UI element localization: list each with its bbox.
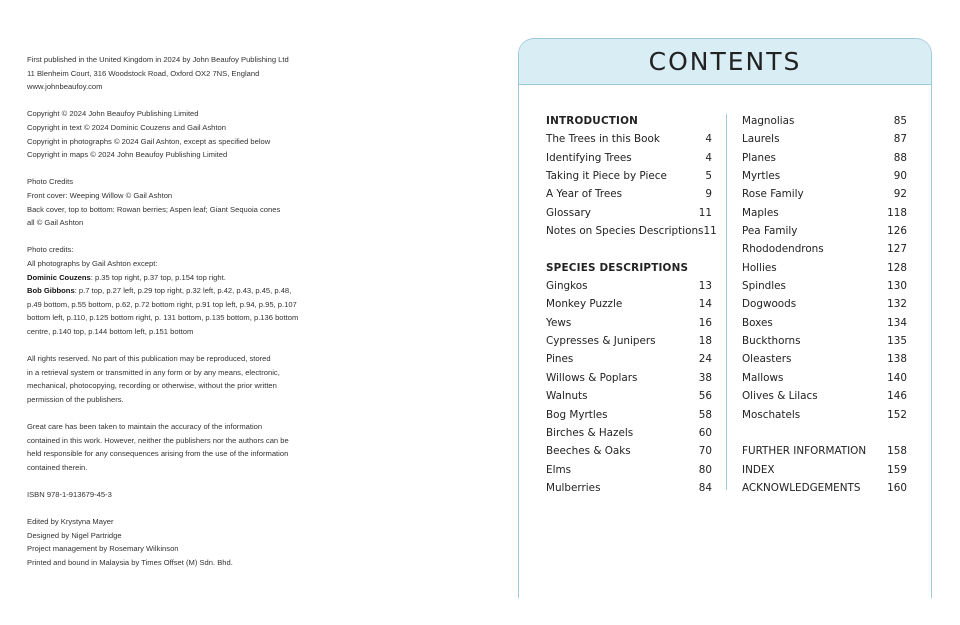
imprint-line: permission of the publishers. (27, 394, 124, 404)
credit-pages: : p.35 top right, p.37 top, p.154 top right. (90, 272, 226, 282)
toc-page-number: 127 (887, 243, 907, 256)
credit-name: Bob Gibbons (27, 286, 75, 296)
toc-page-number: 84 (698, 481, 712, 494)
toc-entry (546, 130, 712, 148)
toc-entry-label: Gingkos (546, 280, 588, 293)
toc-entry-label: Monkey Puzzle (546, 298, 623, 311)
contents-header (519, 38, 931, 85)
toc-page-number: 9 (705, 188, 712, 201)
toc-entry-label: Rose Family (742, 188, 804, 201)
photo-credits-paragraph (27, 243, 317, 338)
imprint-line: ISBN 978-1-913679-45-3 (27, 490, 112, 499)
toc-entry (742, 167, 907, 185)
imprint-paragraph (27, 53, 317, 94)
contents-panel (518, 38, 932, 598)
toc-entry-label: FURTHER INFORMATION (742, 445, 867, 458)
toc-column-divider (726, 114, 727, 490)
toc-page-number: 132 (887, 298, 907, 311)
toc-section-heading (546, 259, 712, 277)
toc-entry-label: Pines (546, 353, 574, 366)
imprint-line: Project management by Rosemary Wilkinson (27, 544, 179, 554)
toc-entry (546, 350, 712, 368)
toc-page-number: 13 (698, 280, 712, 293)
toc-entry-label: Rhododendrons (742, 243, 824, 256)
toc-entry (742, 149, 907, 167)
toc-page-number: 80 (698, 463, 712, 476)
toc-page-number: 87 (893, 133, 907, 146)
toc-page-number: 18 (698, 335, 712, 348)
imprint-line: Copyright © 2024 John Beaufoy Publishing Limited (27, 109, 199, 119)
imprint-line: mechanical, photocopying, recording or otherwise, without the prior written (27, 381, 277, 391)
toc-page-number: 130 (887, 280, 907, 293)
toc-page-number: 5 (705, 170, 712, 183)
toc-entry (546, 406, 712, 424)
toc-entry-label: Oleasters (742, 353, 792, 366)
imprint-paragraph (27, 488, 317, 502)
toc-entry (742, 259, 907, 277)
toc-page-number: 158 (887, 445, 907, 458)
toc-entry (742, 112, 907, 130)
toc-entry (742, 314, 907, 332)
toc-page-number: 138 (887, 353, 907, 366)
toc-entry (546, 387, 712, 405)
toc-entry-label: Dogwoods (742, 298, 797, 311)
toc-entry (546, 461, 712, 479)
imprint-line: All rights reserved. No part of this publication may be reproduced, stored (27, 354, 271, 364)
toc-entry (742, 369, 907, 387)
credit-pages-line: bottom left, p.110, p.125 bottom right, p. 131 bottom, p.135 bottom, p.136 bottom (27, 313, 299, 323)
credit-name: Dominic Couzens (27, 272, 91, 282)
toc-entry-label: INDEX (742, 463, 775, 476)
imprint-line: Designed by Nigel Partridge (27, 530, 122, 540)
toc-entry-label: Taking it Piece by Piece (546, 170, 667, 183)
toc-entry-label: Spindles (742, 280, 786, 293)
toc-entry-label: Mulberries (546, 481, 601, 494)
toc-entry (546, 149, 712, 167)
imprint-line: Printed and bound in Malaysia by Times Offset (M) Sdn. Bhd. (27, 557, 233, 567)
toc-entry-label: Identifying Trees (546, 151, 632, 164)
toc-page-number: 85 (893, 115, 907, 127)
toc-entry-label: Bog Myrtles (546, 408, 608, 421)
toc-page-number: 92 (893, 188, 907, 201)
toc-entry (742, 222, 907, 240)
toc-page-number: 56 (698, 390, 712, 403)
toc-entry-label: Mallows (742, 371, 784, 384)
toc-page-number: 16 (698, 316, 712, 329)
toc-entry-label: Buckthorns (742, 335, 801, 348)
imprint-page (27, 53, 317, 583)
toc-page-number: 58 (698, 408, 712, 421)
toc-page-number: 140 (887, 371, 907, 384)
toc-page-number: 4 (705, 133, 712, 146)
toc-entry-label: A Year of Trees (546, 188, 623, 201)
toc-entry-label: Myrtles (742, 170, 781, 183)
imprint-paragraph (27, 420, 317, 474)
toc-entry (742, 277, 907, 295)
toc-entry-label: INTRODUCTION (546, 115, 639, 127)
toc-entry (546, 369, 712, 387)
toc-page-number: 4 (705, 151, 712, 164)
imprint-line: contained in this work. However, neither the publishers nor the authors can be (27, 435, 289, 445)
toc-page-number: 38 (698, 371, 712, 384)
credit-bob-gibbons (27, 284, 317, 298)
toc-page-number: 159 (887, 463, 907, 476)
credit-pages-line: centre, p.140 top, p.144 bottom left, p.151 bottom (27, 326, 194, 336)
toc-entry-label: Cypresses & Junipers (546, 335, 656, 348)
toc-entry-label: Pea Family (742, 225, 798, 238)
toc-entry-label: Notes on Species Descriptions (546, 225, 704, 238)
toc-entry-label: Beeches & Oaks (546, 445, 631, 458)
credit-dominic-couzens (27, 271, 317, 285)
toc-page-number: 126 (887, 225, 907, 238)
imprint-line: www.johnbeaufoy.com (27, 82, 103, 92)
toc-entry-label: SPECIES DESCRIPTIONS (546, 261, 689, 274)
toc-entry (742, 204, 907, 222)
toc-left-column (546, 112, 717, 497)
credit-pages-line: p.49 bottom, p.55 bottom, p.62, p.72 bottom right, p.91 top left, p.94, p.95, p.107 (27, 299, 297, 309)
imprint-line: held responsible for any consequences arising from the use of the information (27, 449, 289, 459)
imprint-line: Copyright in photographs © 2024 Gail Ashton, except as specified below (27, 136, 271, 146)
toc-entry-label: Walnuts (546, 390, 588, 403)
toc-entry (546, 185, 712, 203)
toc-spacer (546, 240, 712, 258)
toc-page-number: 11 (703, 225, 717, 238)
toc-entry (742, 442, 907, 460)
toc-entry-label: Planes (742, 151, 776, 164)
imprint-line: Edited by Krystyna Mayer (27, 517, 114, 527)
contents-title: CONTENTS (648, 47, 802, 76)
toc-page-number: 160 (887, 481, 907, 494)
toc-page-number: 134 (887, 316, 907, 329)
toc-entry-label: Birches & Hazels (546, 426, 634, 439)
imprint-line: Copyright in maps © 2024 John Beaufoy Publishing Limited (27, 150, 228, 160)
toc-entry (546, 204, 712, 222)
toc-entry-label: Willows & Poplars (546, 371, 638, 384)
toc-entry-label: The Trees in this Book (546, 133, 660, 146)
toc-section-heading (546, 112, 712, 130)
toc-entry (546, 314, 712, 332)
toc-entry (742, 130, 907, 148)
toc-entry (546, 332, 712, 350)
toc-entry-label: Yews (546, 316, 572, 329)
toc-entry (546, 479, 712, 497)
imprint-paragraph (27, 515, 317, 569)
toc-entry (742, 479, 907, 497)
imprint-line: all © Gail Ashton (27, 218, 84, 228)
toc-page-number: 14 (698, 298, 712, 311)
toc-entry (546, 295, 712, 313)
toc-entry (546, 442, 712, 460)
imprint-line: Great care has been taken to maintain the accuracy of the information (27, 422, 263, 432)
photo-credits-intro: All photographs by Gail Ashton except: (27, 258, 158, 268)
toc-entry-label: Magnolias (742, 115, 795, 127)
toc-page-number: 135 (887, 335, 907, 348)
photo-credits-heading: Photo credits: (27, 245, 74, 255)
imprint-line: Back cover, top to bottom: Rowan berries; Aspen leaf; Giant Sequoia cones (27, 204, 281, 214)
toc-entry-label: Boxes (742, 316, 773, 329)
toc-entry (546, 277, 712, 295)
credit-pages: : p.7 top, p.27 left, p.29 top right, p.32 left, p.42, p.43, p.45, p.48, (74, 286, 292, 296)
imprint-line: contained therein. (27, 462, 88, 472)
imprint-line: Photo Credits (27, 177, 74, 187)
toc-right-column (742, 112, 907, 497)
imprint-paragraph (27, 107, 317, 161)
toc-page-number: 70 (698, 445, 712, 458)
imprint-line: First published in the United Kingdom in 2024 by John Beaufoy Publishing Ltd (27, 55, 289, 64)
toc-entry-label: Laurels (742, 133, 780, 146)
imprint-line: 11 Blenheim Court, 316 Woodstock Road, Oxford OX2 7NS, England (27, 68, 260, 78)
imprint-paragraph (27, 352, 317, 406)
toc-entry (742, 185, 907, 203)
toc-entry-label: Olives & Lilacs (742, 390, 818, 403)
toc-entry (742, 350, 907, 368)
toc-entry (742, 295, 907, 313)
toc-entry (546, 222, 717, 240)
toc-page-number: 24 (698, 353, 712, 366)
toc-page-number: 118 (887, 206, 907, 219)
toc-entry (546, 424, 712, 442)
toc-entry-label: Hollies (742, 261, 777, 274)
imprint-line: in a retrieval system or transmitted in any form or by any means, electronic, (27, 367, 280, 377)
toc-entry (742, 461, 907, 479)
toc-entry-label: Elms (546, 463, 571, 476)
toc-entry (742, 406, 907, 424)
toc-page-number: 60 (698, 426, 712, 439)
toc-page-number: 152 (887, 408, 907, 421)
toc-entry (742, 240, 907, 258)
toc-entry (546, 167, 712, 185)
toc-page-number: 128 (887, 261, 907, 274)
imprint-line: Copyright in text © 2024 Dominic Couzens and Gail Ashton (27, 122, 226, 132)
toc-spacer (742, 424, 907, 442)
toc-page-number: 146 (887, 390, 907, 403)
toc-entry-label: Glossary (546, 206, 591, 219)
toc-entry-label: Moschatels (742, 408, 801, 421)
imprint-line: Front cover: Weeping Willow © Gail Ashton (27, 190, 173, 200)
toc-entry-label: Maples (742, 206, 779, 219)
toc-page-number: 88 (893, 151, 907, 164)
toc-entry (742, 387, 907, 405)
toc-page-number: 11 (698, 206, 712, 219)
toc-page-number: 90 (893, 170, 907, 183)
toc-entry (742, 332, 907, 350)
imprint-paragraph (27, 175, 317, 229)
toc-entry-label: ACKNOWLEDGEMENTS (742, 481, 861, 494)
